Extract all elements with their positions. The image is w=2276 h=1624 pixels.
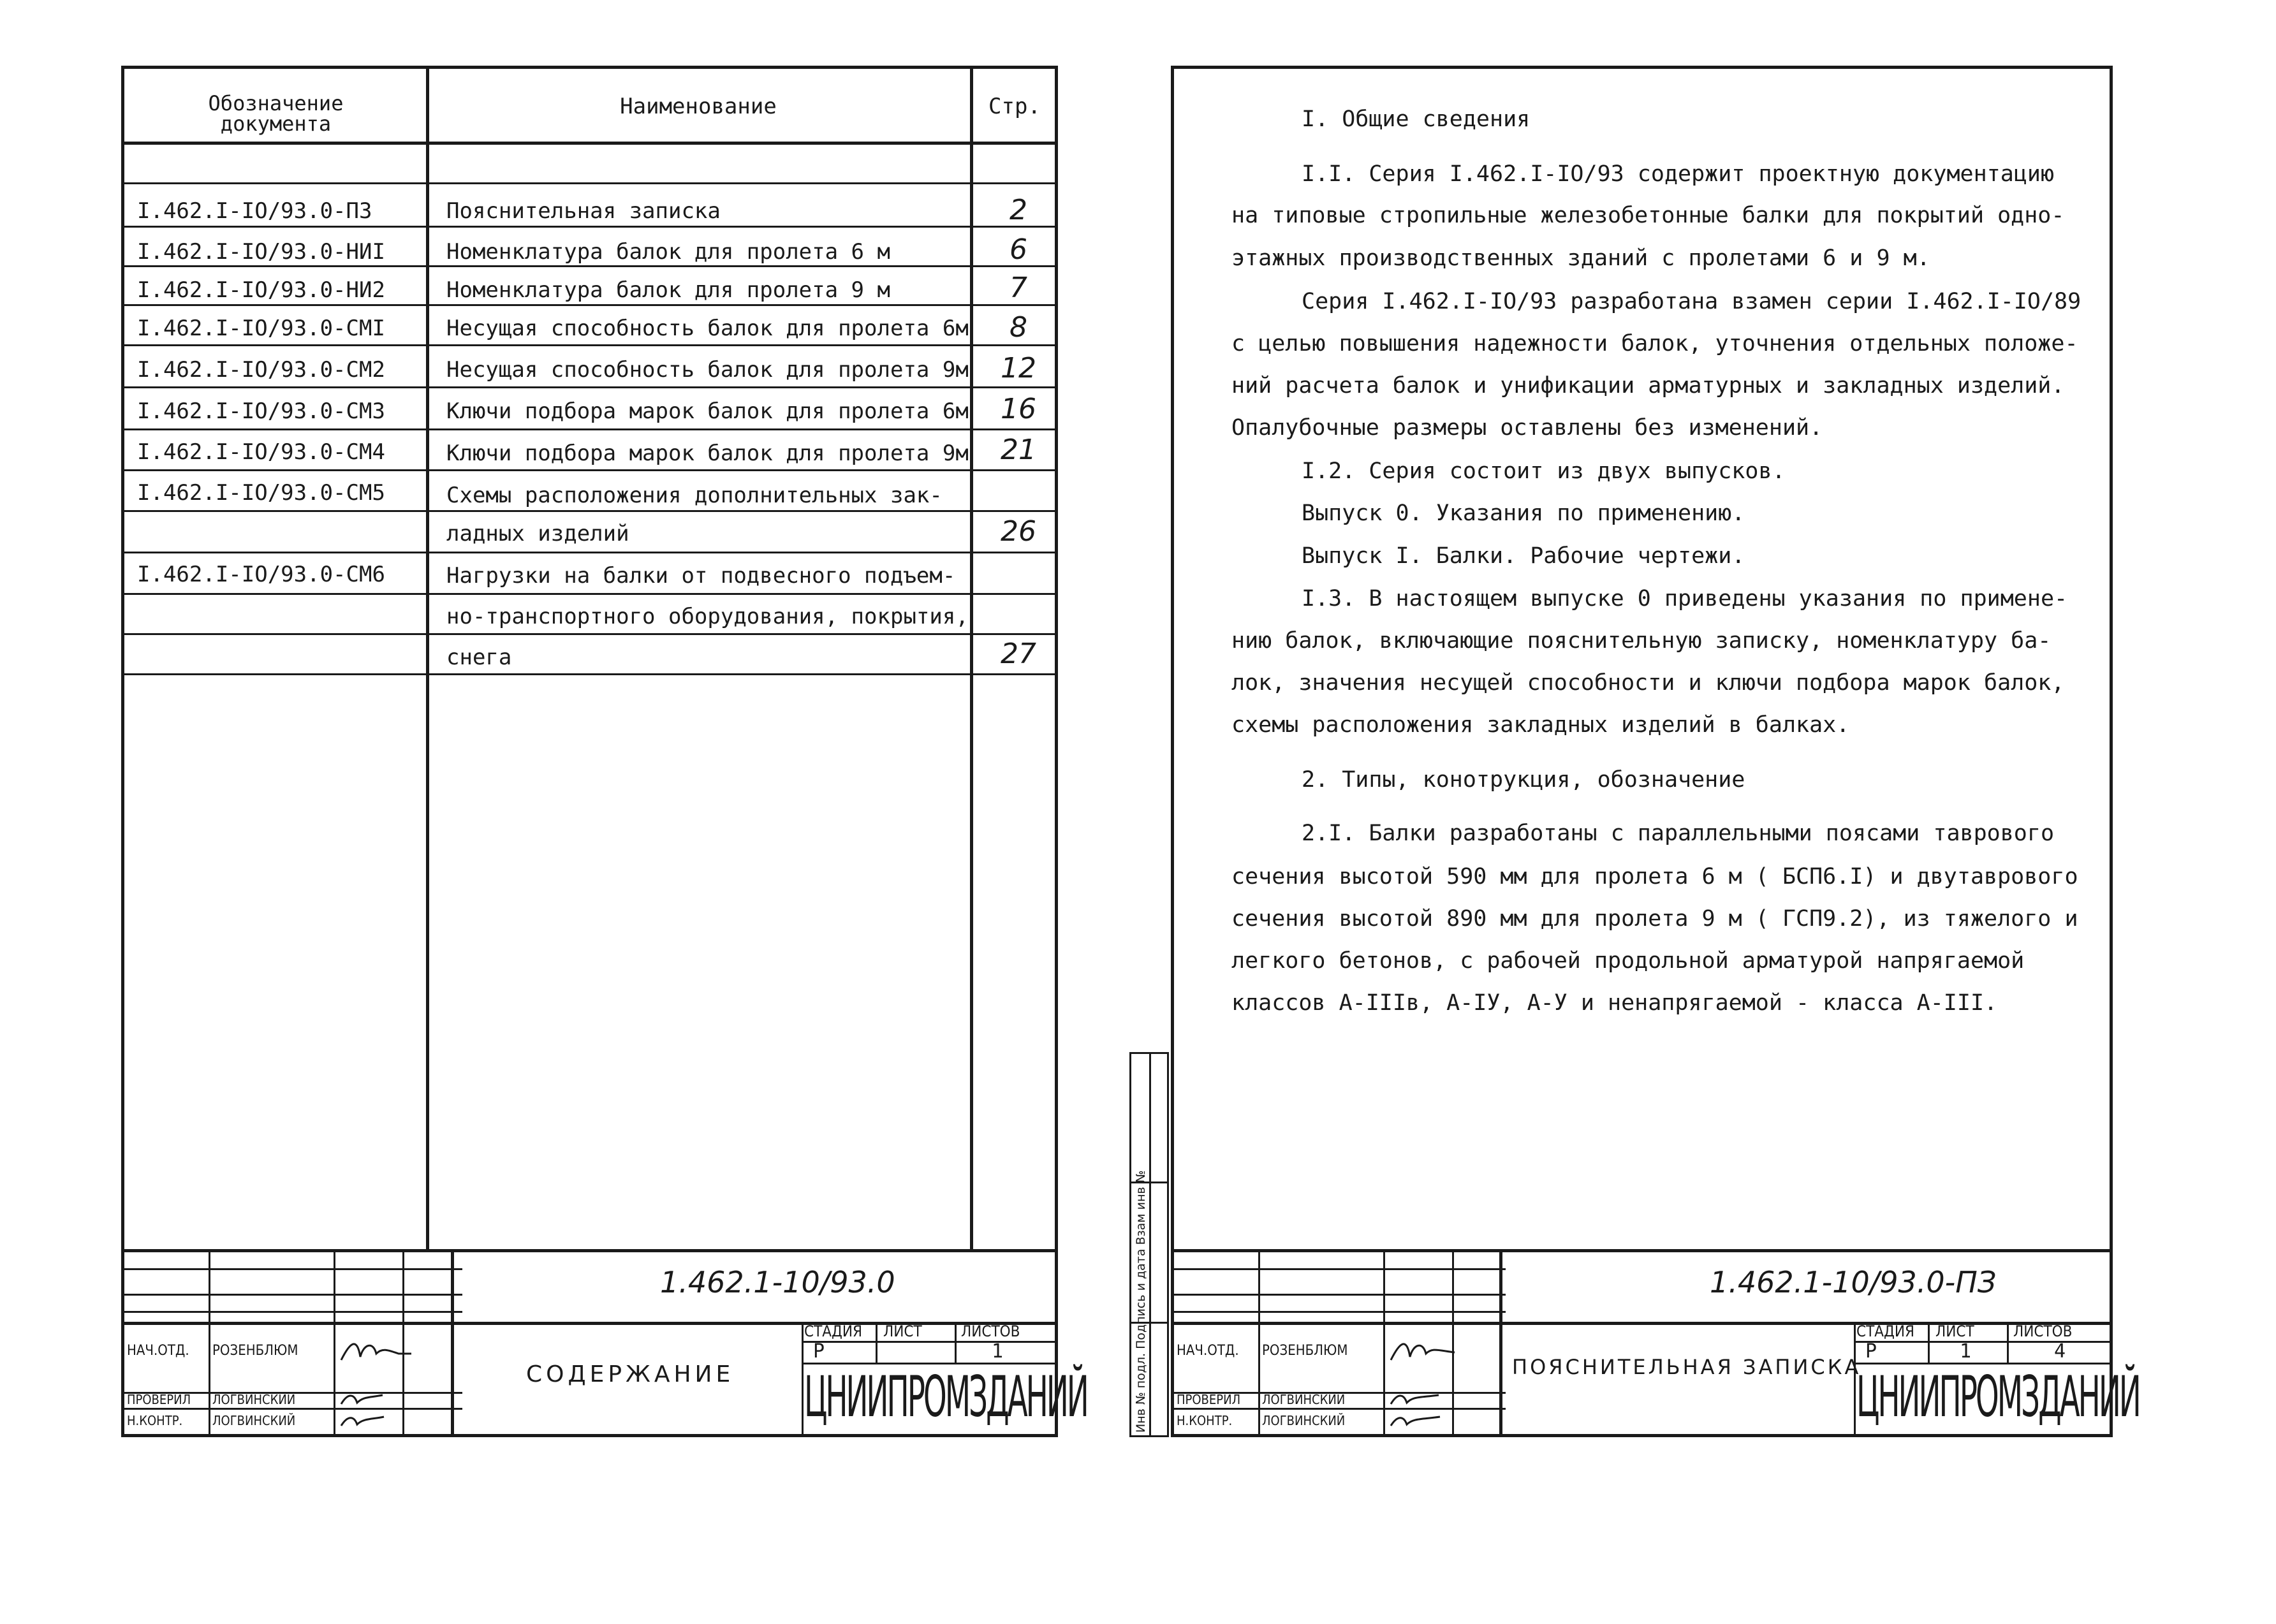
- contents-sheet: [121, 66, 1087, 1437]
- paragraph-line: схемы расположения закладных изделий в балках.: [1231, 712, 1850, 738]
- row-designation: I.462.I-IO/93.0-НИ2: [137, 277, 385, 303]
- row-name: Ключи подбора марок балок для пролета 6м: [446, 399, 969, 424]
- stamp-sheets: 4: [2054, 1340, 2066, 1363]
- stamp-title: СОДЕРЖАНИЕ: [526, 1361, 735, 1387]
- paragraph-line: I.2. Серия состоит из двух выпусков.: [1302, 458, 1786, 484]
- explanatory-note-sheet: [1171, 66, 2140, 1437]
- stamp-role: Н.КОНТР.: [1177, 1413, 1233, 1428]
- paragraph-line: легкого бетонов, с рабочей продольной арматурой напрягаемой: [1231, 948, 2025, 974]
- row-name: Пояснительная записка: [446, 198, 721, 224]
- stamp-sheet: 1: [992, 1340, 1004, 1363]
- paragraph-line: Выпуск I. Балки. Рабочие чертежи.: [1302, 543, 1745, 569]
- paragraph-line: Выпуск 0. Указания по применению.: [1302, 501, 1745, 526]
- row-page: 21: [1001, 434, 1036, 466]
- paragraph-line: на типовые стропильные железобетонные балки для покрытий одно-: [1231, 203, 2065, 228]
- stamp-person: ЛОГВИНСКИЙ: [1262, 1413, 1346, 1428]
- stamp-person: РОЗЕНБЛЮМ: [1262, 1343, 1348, 1359]
- header-page: Стр.: [988, 94, 1041, 119]
- row-page: 7: [1010, 272, 1027, 304]
- row-name: Номенклатура балок для пролета 9 м: [446, 277, 890, 303]
- row-name: ладных изделий: [446, 521, 629, 546]
- row-name: Несущая способность балок для пролета 9м: [446, 357, 969, 383]
- paragraph-line: I.3. В настоящем выпуске 0 приведены указания по примене-: [1302, 586, 2068, 611]
- row-page: 8: [1010, 311, 1027, 344]
- paragraph-line: I.I. Серия I.462.I-IO/93 содержит проектную документацию: [1302, 161, 2055, 187]
- stamp-role: НАЧ.ОТД.: [127, 1343, 189, 1359]
- row-designation: I.462.I-IO/93.0-СМ6: [137, 562, 385, 587]
- row-page: 16: [1001, 393, 1036, 425]
- stamp-role: НАЧ.ОТД.: [1177, 1343, 1239, 1359]
- paragraph-line: 2.I. Балки разработаны с параллельными поясами таврового: [1302, 821, 2055, 846]
- signature-icon: [338, 1410, 389, 1430]
- paragraph-line: сечения высотой 890 мм для пролета 9 м ( ГСП9.2), из тяжелого и: [1231, 906, 2078, 932]
- paragraph-line: Серия I.462.I-IO/93 разработана взамен серии I.462.I-IO/89: [1302, 289, 2081, 314]
- row-page: 2: [1010, 194, 1027, 226]
- row-designation: I.462.I-IO/93.0-СМ4: [137, 439, 385, 465]
- stamp-stage-label: СТАДИЯ: [804, 1322, 863, 1340]
- row-page: 27: [1001, 638, 1036, 670]
- row-designation: I.462.I-IO/93.0-НИI: [137, 239, 385, 265]
- row-designation: I.462.I-IO/93.0-СМ3: [137, 399, 385, 424]
- stamp-person: ЛОГВИНСКИЙ: [212, 1392, 296, 1407]
- stamp-role: ПРОВЕРИЛ: [127, 1392, 191, 1407]
- stamp-title: ПОЯСНИТЕЛЬНАЯ ЗАПИСКА: [1512, 1355, 1861, 1379]
- row-page: 26: [1001, 515, 1036, 548]
- stamp-person: ЛОГВИНСКИЙ: [212, 1413, 296, 1428]
- signature-icon: [1388, 1410, 1445, 1430]
- row-name: но-транспортного оборудования, покрытия,: [446, 604, 969, 629]
- stamp-organization: ЦНИИПРОМЗДАНИЙ: [804, 1365, 1087, 1431]
- row-name: Несущая способность балок для пролета 6м: [446, 316, 969, 341]
- stamp-code: 1.462.1-10/93.0-ПЗ: [1710, 1265, 1997, 1299]
- stamp-sheets-label: ЛИСТОВ: [2013, 1322, 2073, 1340]
- signature-icon: [338, 1335, 415, 1366]
- header-name: Наименование: [620, 94, 777, 119]
- header-designation: Обозначение документа: [208, 91, 344, 136]
- paragraph-line: лок, значения несущей способности и ключи подбора марок балок,: [1231, 670, 2065, 696]
- stamp-stage: Р: [813, 1340, 825, 1363]
- stamp-role: Н.КОНТР.: [127, 1413, 183, 1428]
- stamp-stage: Р: [1865, 1340, 1877, 1363]
- paragraph-line: классов А-IIIв, А-IУ, А-У и ненапрягаемой - класса А-III.: [1231, 990, 1998, 1016]
- section-heading: I. Общие сведения: [1302, 106, 1531, 132]
- paragraph-line: с целью повышения надежности балок, уточнения отдельных положе-: [1231, 331, 2078, 356]
- stamp-sheet-label: ЛИСТ: [1935, 1322, 1974, 1340]
- row-page: 12: [1001, 352, 1036, 384]
- stamp-person: РОЗЕНБЛЮМ: [212, 1343, 298, 1359]
- row-designation: I.462.I-IO/93.0-СМ2: [137, 357, 385, 383]
- row-page: 6: [1010, 233, 1027, 266]
- stamp-organization: ЦНИИПРОМЗДАНИЙ: [1856, 1365, 2140, 1431]
- row-designation: I.462.I-IO/93.0-СМ5: [137, 480, 385, 506]
- row-name: Ключи подбора марок балок для пролета 9м: [446, 441, 969, 466]
- side-stamp-text: Инв № подл. Подпись и дата Взам инв №: [1134, 1170, 1148, 1433]
- paragraph-line: нию балок, включающие пояснительную записку, номенклатуру ба-: [1231, 628, 2052, 654]
- stamp-sheet: 1: [1960, 1340, 1972, 1363]
- stamp-sheets-label: ЛИСТОВ: [961, 1322, 1020, 1340]
- row-designation: I.462.I-IO/93.0-ПЗ: [137, 198, 372, 224]
- side-stamp: [1129, 1052, 1169, 1437]
- paragraph-line: Опалубочные размеры оставлены без изменений.: [1231, 415, 1823, 441]
- row-name: снега: [446, 645, 512, 670]
- section-heading: 2. Типы, конотрукция, обозначение: [1302, 767, 1745, 793]
- stamp-stage-label: СТАДИЯ: [1856, 1322, 1915, 1340]
- stamp-person: ЛОГВИНСКИЙ: [1262, 1392, 1346, 1407]
- row-name: Номенклатура балок для пролета 6 м: [446, 239, 890, 265]
- signature-icon: [1388, 1390, 1445, 1409]
- row-name: Схемы расположения дополнительных зак-: [446, 483, 943, 508]
- row-designation: I.462.I-IO/93.0-СМI: [137, 316, 385, 341]
- paragraph-line: сечения высотой 590 мм для пролета 6 м ( БСП6.I) и двутаврового: [1231, 864, 2078, 889]
- stamp-code: 1.462.1-10/93.0: [660, 1265, 895, 1299]
- stamp-role: ПРОВЕРИЛ: [1177, 1392, 1241, 1407]
- signature-icon: [338, 1390, 389, 1409]
- signature-icon: [1388, 1335, 1458, 1366]
- paragraph-line: ний расчета балок и унификации арматурных и закладных изделий.: [1231, 373, 2065, 399]
- stamp-sheet-label: ЛИСТ: [883, 1322, 922, 1340]
- row-name: Нагрузки на балки от подвесного подъем-: [446, 563, 956, 589]
- paragraph-line: этажных производственных зданий с пролетами 6 и 9 м.: [1231, 245, 1930, 271]
